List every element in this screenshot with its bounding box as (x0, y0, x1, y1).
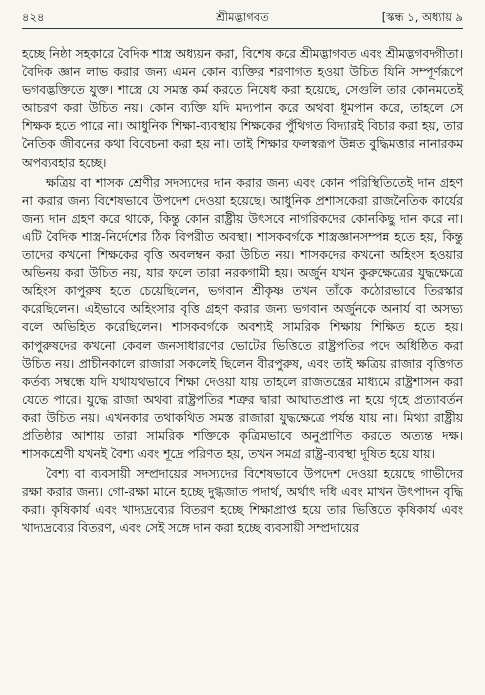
paragraph-1: হচ্ছে নিষ্ঠা সহকারে বৈদিক শাস্ত্র অধ্যয়ন করা, বিশেষ করে শ্রীমদ্ভাগবত এবং শ্রীমদ্ভগবদ্গীতা। বৈদিক জ্ঞান লাভ করার জন্য এমন কোন ব্যক্তির শরণাগত হওয়া উচিত যিনি সম্পূর্ণরূপে ভগবদ্ভক্তিতে যুক্ত। শাস্ত্রে যে সমস্ত কর্ম করতে নিষেধ করা হয়েছে, সেগুলি তার কোনমতেই আচরণ করা উচিত নয়। কোন ব্যক্তি যদি মদ্যপান করে অথবা ধূমপান করে, তাহলে সে শিক্ষক হতে পারে না। আধুনিক শিক্ষা-ব্যবস্থায় শিক্ষকের পুঁথিগত বিদ্যারই বিচার করা হয়, তার নৈতিক জীবনের কথা বিবেচনা করা হয় না। তাই শিক্ষার ফলস্বরূপ উন্নত বুদ্ধিমত্তার নানারকম অপব্যবহার হচ্ছে। (22, 47, 463, 170)
page-body (22, 45, 463, 538)
paragraph-3: বৈশ্য বা ব্যবসায়ী সম্প্রদায়ের সদস্যদের বিশেষভাবে উপদেশ দেওয়া হয়েছে গাভীদের রক্ষা করার জন্য। গো-রক্ষা মানে হচ্ছে দুগ্ধজাত পদার্থ, অর্থাৎ দধি এবং মাখন উৎপাদন বৃদ্ধি করা। কৃষিকার্য এবং খাদ্যদ্রব্যের বিতরণ হচ্ছে শিক্ষাপ্রাপ্ত হয়ে তার ভিত্তিতে কৃষিকার্য এবং খাদ্যদ্রব্যের বিতরণ, এবং সেই সঙ্গে দান করা হচ্ছে ব্যবসায়ী সম্প্রদায়ের (22, 467, 463, 536)
section-reference: [স্কন্ধ ১, অধ্যায় ৯ (381, 10, 463, 24)
page-number: ৪২৪ (22, 10, 45, 24)
running-header (22, 8, 463, 29)
paragraph-2: ক্ষত্রিয় বা শাসক শ্রেণীর সদস্যদের দান করার জন্য এবং কোন পরিস্থিতিতেই দান গ্রহণ না করার জন্য বিশেষভাবে উপদেশ দেওয়া হয়েছে। আধুনিক প্রশাসকেরা রাজনৈতিক কার্যের জন্য দান গ্রহণ করে থাকে, কিন্তু কোন রাষ্ট্রীয় উৎসবে নাগরিকদের কোনকিছু দান করে না। এটি বৈদিক শাস্ত্র-নির্দেশের ঠিক বিপরীত অবস্থা। শাসকবর্গকে শাস্ত্রজ্ঞানসম্পন্ন হতে হয়, কিন্তু তাদের কখনো শিক্ষকের বৃত্তি অবলম্বন করা উচিত নয়। শাসকদের কখনো অহিংস হওয়ার অভিনয় করা উচিত নয়, যার ফলে তারা নরকগামী হয়। অর্জুন যখন কুরুক্ষেত্রের যুদ্ধক্ষেত্রে অহিংস কাপুরুষ হতে চেয়েছিলেন, ভগবান শ্রীকৃষ্ণ তখন তাঁকে কঠোরভাবে তিরস্কার করেছিলেন। এইভাবে অহিংসার বৃত্তি গ্রহণ করার জন্য ভগবান অর্জুনকে অনার্য বা অসভ্য বলে অভিহিত করেছিলেন। শাসকবর্গকে অবশ্যই সামরিক শিক্ষায় শিক্ষিত হতে হয়। কাপুরুষদের কখনো কেবল জনসাধারণের ভোটের ভিত্তিতে রাষ্ট্রপতির পদে অধিষ্ঠিত করা উচিত নয়। প্রাচীনকালে রাজারা সকলেই ছিলেন বীরপুরুষ, এবং তাই ক্ষত্রিয় রাজার বৃত্তিগত কর্তব্য সম্বন্ধে যদি যথাযথভাবে শিক্ষা দেওয়া যায় তাহলে রাজতন্ত্রের মাধ্যমে রাষ্ট্রশাসন করা যেতে পারে। যুদ্ধে রাজা অথবা রাষ্ট্রপতির শত্রুর দ্বারা আঘাতপ্রাপ্ত না হয়ে গৃহে প্রত্যাবর্তন করা উচিত নয়। এখনকার তথাকথিত সমস্ত রাজারা যুদ্ধক্ষেত্রে পর্যন্ত যায় না। মিথ্যা রাষ্ট্রীয় প্রতিষ্ঠার আশায় তারা সামরিক শক্তিকে কৃত্রিমভাবে অনুপ্রাণিত করতে অত্যন্ত দক্ষ। শাসকশ্রেণী যখনই বৈশ্য এবং শূদ্রে পরিণত হয়, তখন সমগ্র রাষ্ট্র-ব্যবস্থা দূষিত হয়ে যায়। (22, 175, 463, 462)
book-title: শ্রীমদ্ভাগবত (216, 10, 269, 24)
